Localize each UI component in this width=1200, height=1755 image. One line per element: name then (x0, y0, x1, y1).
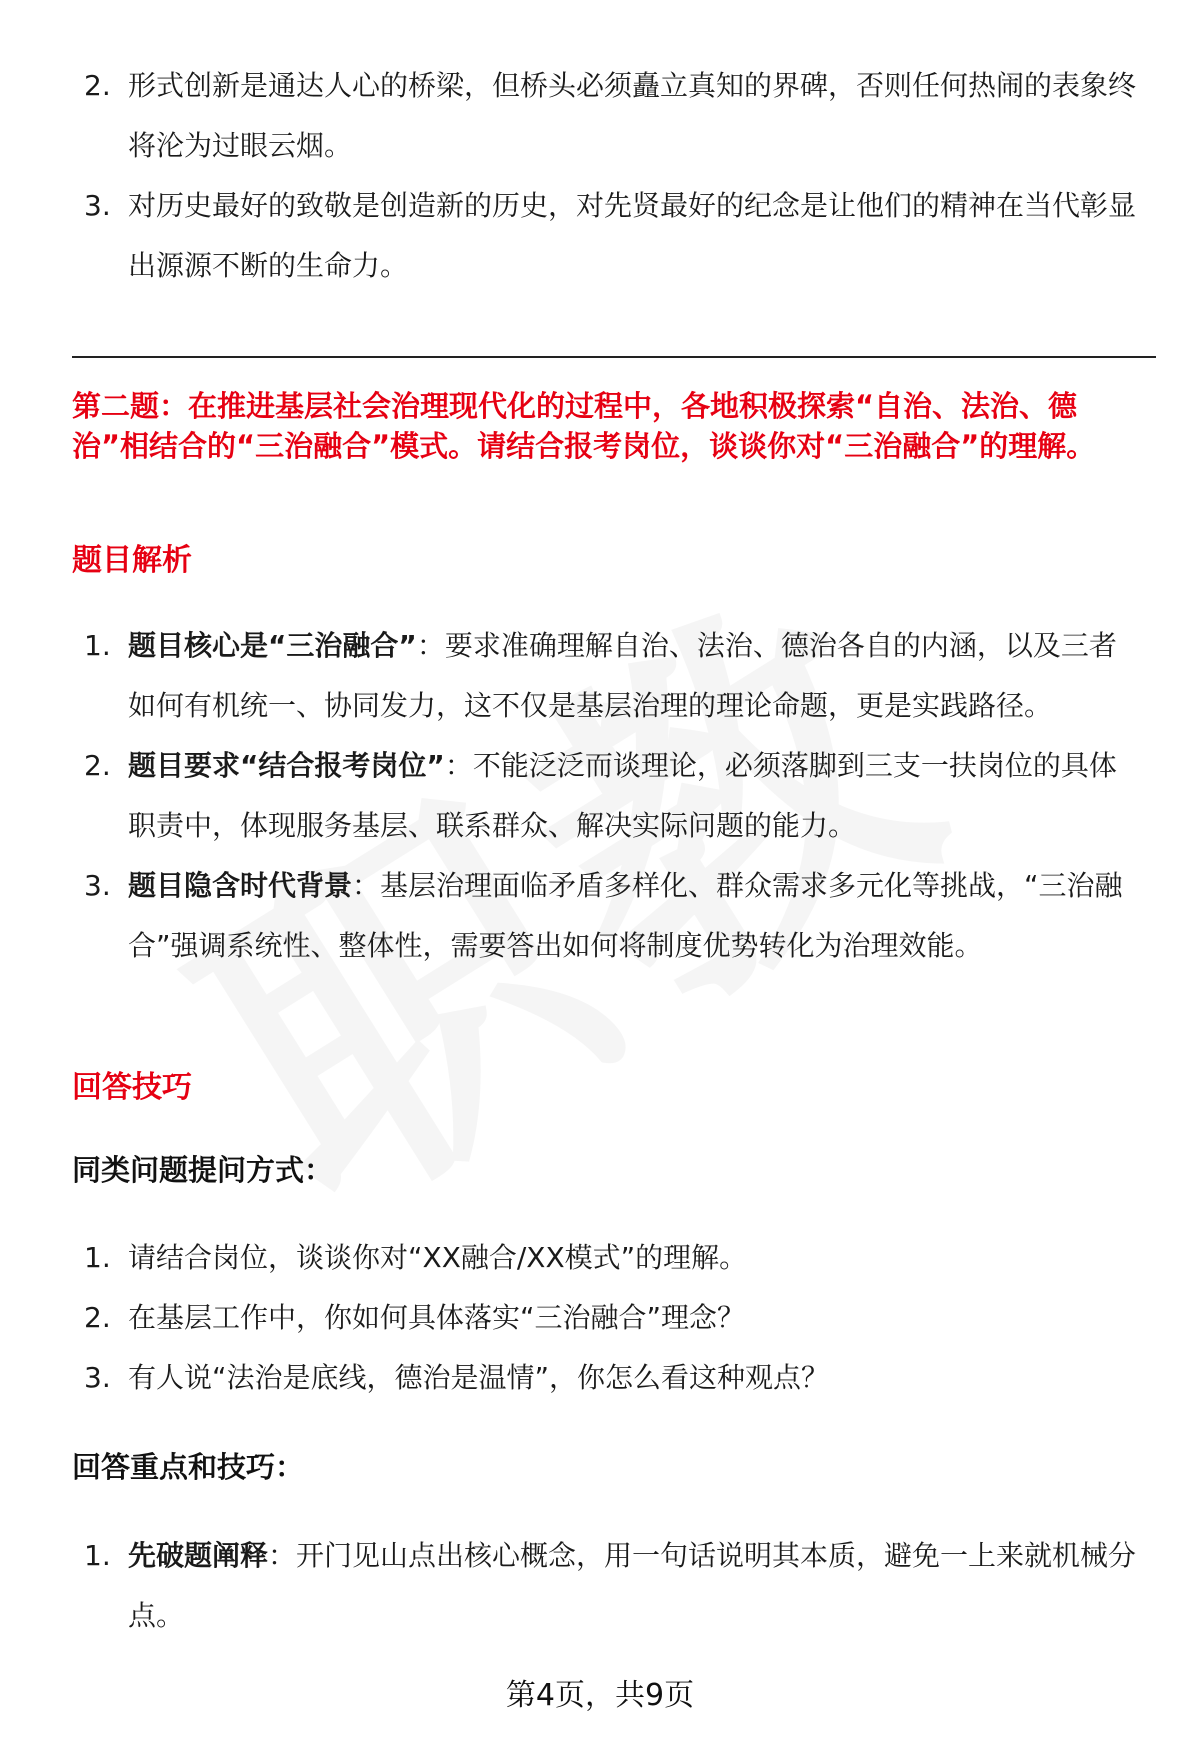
list-number: 1. (84, 1241, 111, 1274)
list-number: 1. (84, 629, 111, 662)
list-item (72, 616, 1142, 736)
section-divider (72, 356, 1156, 358)
list-item (72, 856, 1142, 976)
list-text: ：基层治理面临矛盾多样化、群众需求多元化等挑战，“三治融合”强调系统性、整体性，需要答出如何将制度优势转化为治理效能。 (128, 869, 1123, 962)
list-text: 有人说“法治是底线，德治是温情”，你怎么看这种观点？ (128, 1361, 830, 1394)
skills-heading: 回答技巧 (72, 1070, 192, 1105)
list-text: 请结合岗位，谈谈你对“XX融合/XX模式”的理解。 (128, 1241, 748, 1274)
similar-questions-heading: 同类问题提问方式： (72, 1153, 334, 1187)
list-text: 在基层工作中，你如何具体落实“三治融合”理念？ (128, 1301, 746, 1334)
list-text: ：不能泛泛而谈理论，必须落脚到三支一扶岗位的具体职责中，体现服务基层、联系群众、解决实际问题的能力。 (128, 749, 1117, 842)
list-number: 3. (84, 1361, 111, 1394)
analysis-list (72, 616, 1142, 976)
list-text: ：开门见山点出核心概念，用一句话说明其本质，避免一上来就机械分点。 (128, 1539, 1137, 1632)
list-number: 3. (84, 189, 111, 222)
list-number: 2. (84, 749, 111, 782)
similar-questions-list (72, 1228, 1142, 1408)
list-text: ：要求准确理解自治、法治、德治各自的内涵，以及三者如何有机统一、协同发力，这不仅是基层治理的理论命题，更是实践路径。 (128, 629, 1117, 722)
list-text: 对历史最好的致敬是创造新的历史，对先贤最好的纪念是让他们的精神在当代彰显出源源不断的生命力。 (128, 189, 1137, 282)
key-points-list (72, 1526, 1142, 1646)
list-item-bold: 先破题阐释 (128, 1539, 269, 1572)
list-item-bold: 题目核心是“三治融合” (128, 629, 417, 662)
list-item (72, 1228, 1142, 1288)
list-item (72, 1526, 1142, 1646)
key-points-heading: 回答重点和技巧： (72, 1450, 305, 1484)
list-item (72, 736, 1142, 856)
list-number: 1. (84, 1539, 111, 1572)
list-item (72, 176, 1142, 296)
list-number: 2. (84, 1301, 111, 1334)
list-item-bold: 题目要求“结合报考岗位” (128, 749, 445, 782)
list-item (72, 56, 1142, 176)
list-item (72, 1288, 1142, 1348)
list-number: 2. (84, 69, 111, 102)
page-number-footer: 第4页，共9页 (505, 1678, 695, 1713)
list-item (72, 1348, 1142, 1408)
list-number: 3. (84, 869, 111, 902)
top-list (72, 56, 1142, 296)
list-text: 形式创新是通达人心的桥梁，但桥头必须矗立真知的界碑，否则任何热闹的表象终将沦为过眼云烟。 (128, 69, 1137, 162)
analysis-heading: 题目解析 (72, 543, 192, 578)
list-item-bold: 题目隐含时代背景 (128, 869, 353, 902)
question-title: 第二题：在推进基层社会治理现代化的过程中，各地积极探索“自治、法治、德治”相结合的“三治融合”模式。请结合报考岗位，谈谈你对“三治融合”的理解。 (72, 389, 1096, 463)
